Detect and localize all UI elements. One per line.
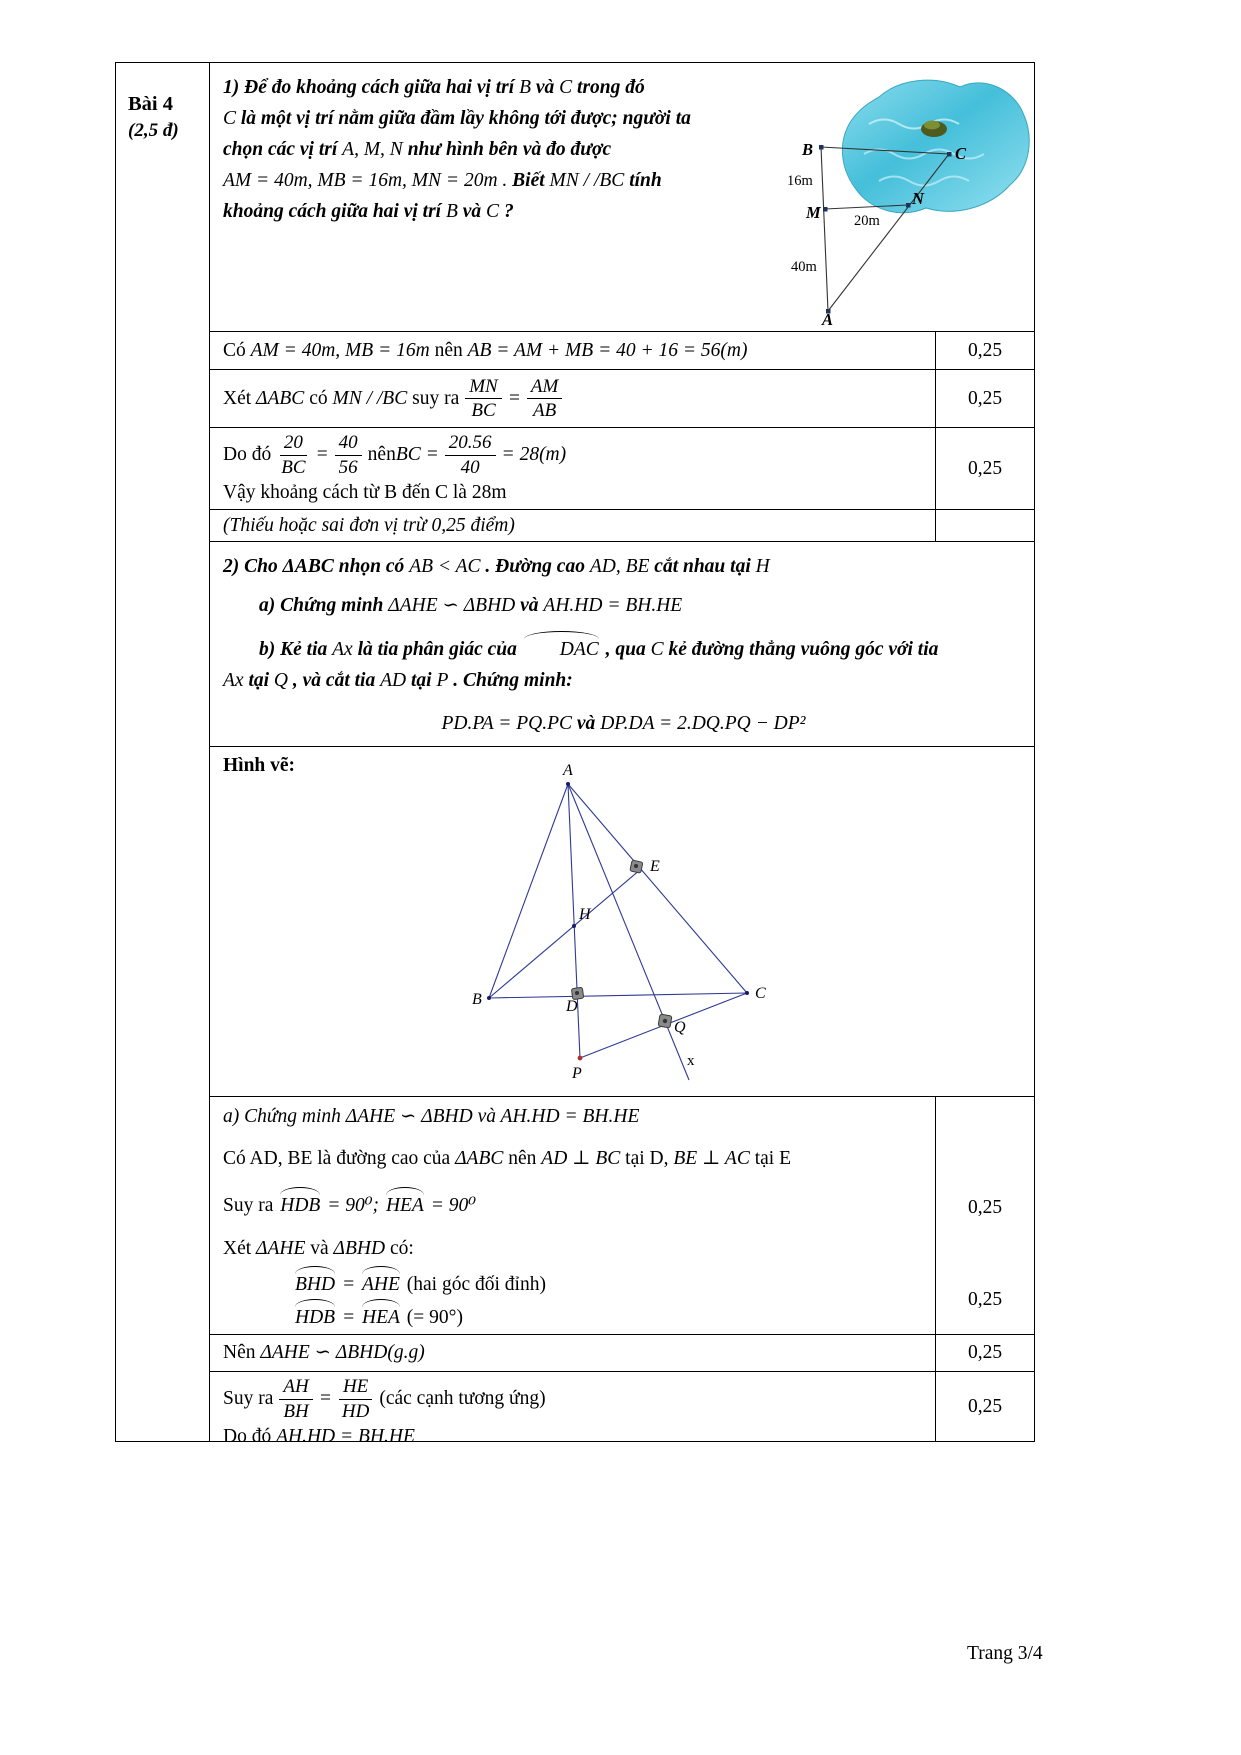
text-segment: nên — [367, 444, 396, 465]
problem1-statement-cell — [210, 63, 1034, 331]
fig-label-Q: Q — [674, 1019, 686, 1036]
text-segment: tại D, — [620, 1148, 674, 1169]
fig-label-P: P — [572, 1065, 582, 1082]
text-segment: tính — [624, 170, 662, 191]
text-segment: BC = — [395, 444, 439, 465]
text-segment: ΔBHD — [333, 1238, 386, 1259]
figure-cell — [210, 747, 1034, 1096]
text-segment: C — [223, 108, 237, 129]
text-segment: và — [530, 77, 560, 98]
pond-dim-40m: 40m — [791, 259, 817, 275]
equals-sign: = — [507, 387, 521, 409]
text-segment: Có AD, BE là đường cao của — [223, 1148, 456, 1169]
solution-line — [293, 1270, 925, 1300]
text-segment: . Chứng minh: — [448, 670, 573, 691]
problem1-statement-row — [210, 63, 1034, 331]
denominator: HD — [341, 1400, 370, 1422]
text-segment: có — [304, 387, 333, 409]
statement-line — [223, 635, 1024, 665]
text-segment: và — [457, 201, 487, 222]
text-segment: MN / /BC — [332, 387, 408, 409]
fig-label-D: D — [566, 998, 578, 1015]
fig-label-A: A — [563, 762, 573, 779]
text-segment: tại — [243, 670, 274, 691]
statement-line — [223, 103, 795, 134]
text-segment: Do đó — [223, 1426, 277, 1447]
numerator: MN — [465, 376, 502, 399]
numerator: 20.56 — [445, 432, 496, 455]
text-segment: 1) Để đo khoảng cách giữa hai vị trí — [223, 77, 520, 98]
text-segment: Suy ra — [223, 1195, 279, 1216]
text-segment: Suy ra — [223, 1388, 274, 1409]
text-segment: suy ra — [407, 387, 460, 409]
text-segment: Xét — [223, 387, 257, 409]
score-value: 0,25 — [967, 1289, 1003, 1310]
statement-line — [223, 72, 795, 103]
problem-number: Bài 4 — [128, 93, 173, 115]
fig-label-B: B — [472, 991, 482, 1008]
numerator: 20 — [280, 432, 307, 455]
text-segment: AB < AC — [409, 556, 481, 577]
text-segment: Nên — [223, 1342, 261, 1363]
text-segment: Vậy khoảng cách từ B đến C là 28m — [223, 482, 507, 503]
text-segment: ΔAHE ∽ ΔBHD(g.g) — [260, 1342, 425, 1363]
text-segment: AB = AM + MB = 40 + 16 = 56(m) — [467, 339, 748, 361]
text-segment: , và cắt tia — [288, 670, 381, 691]
score-cell — [935, 428, 1034, 509]
text-segment: là một vị trí nằm giữa đầm lầy không tới được; người ta — [236, 108, 691, 129]
score-value: 0,25 — [967, 339, 1003, 361]
pond-dim-20m: 20m — [854, 213, 880, 229]
text-segment: là tia phân giác của — [352, 639, 522, 660]
score-value: 0,25 — [967, 1395, 1003, 1417]
fraction — [465, 376, 502, 422]
denominator: BC — [471, 400, 496, 421]
text-segment: AM = 40m, MB = 16m — [250, 339, 430, 361]
solution-line — [223, 1338, 425, 1368]
text-segment: chọn các vị trí — [223, 139, 343, 160]
text-segment: C — [559, 77, 573, 98]
text-segment: trong đó — [572, 77, 645, 98]
solution1-row-2 — [210, 369, 1034, 427]
problem2-statement-cell — [210, 542, 1034, 746]
pond-label-N: N — [912, 189, 924, 208]
text-wrap — [223, 384, 459, 414]
equals-sign: = — [318, 1388, 332, 1409]
pond-label-A: A — [822, 310, 834, 327]
solution-line — [223, 1144, 925, 1174]
statement-formula — [223, 709, 1024, 739]
text-segment: ? — [499, 201, 514, 222]
text-segment: a) Chứng minh — [259, 595, 389, 616]
point-N — [906, 203, 911, 208]
text-segment: ΔABC — [256, 387, 305, 409]
solution-cell — [210, 510, 935, 541]
text-segment: b) Kẻ tia — [259, 639, 333, 660]
pond-figure — [784, 69, 1034, 327]
score-cell — [935, 1372, 1034, 1441]
text-segment: nên — [429, 339, 468, 361]
fig-label-x: x — [687, 1053, 695, 1069]
statement-line — [223, 552, 1024, 582]
text-segment: và — [515, 595, 544, 616]
denominator: 56 — [338, 456, 358, 478]
angle-name: AHE — [360, 1270, 402, 1300]
figure-row — [210, 746, 1034, 1096]
equals-sign: = — [337, 1274, 360, 1295]
fraction — [445, 432, 496, 478]
equals-sign: = — [315, 444, 329, 465]
equals-sign: = — [337, 1307, 360, 1328]
text-segment: (các cạnh tương ứng) — [379, 1388, 546, 1409]
angle-name: HDB — [293, 1303, 337, 1333]
text-segment: AD, BE — [589, 556, 650, 577]
denominator: 40 — [460, 456, 480, 478]
exam-table — [115, 62, 1035, 1447]
solution-line — [223, 1191, 925, 1221]
fig-label-C: C — [755, 985, 766, 1002]
text-segment: kẻ đường thẳng vuông góc với tia — [663, 639, 939, 660]
geometry-figure — [210, 747, 935, 1097]
text-segment: nên — [503, 1148, 542, 1169]
text-segment: ΔAHE ∽ ΔBHD — [345, 1106, 473, 1127]
solution-line — [223, 1422, 925, 1452]
pond-label-C: C — [955, 144, 967, 163]
pond-label-M: M — [806, 203, 821, 222]
text-segment: MN / /BC — [549, 170, 625, 191]
text-segment: và — [572, 713, 601, 734]
fig-label-E: E — [650, 858, 660, 875]
solution-line — [223, 478, 925, 508]
numerator: AH — [279, 1376, 312, 1399]
fraction — [277, 432, 309, 478]
numerator: 40 — [335, 432, 362, 455]
score-value: 0,25 — [967, 387, 1003, 409]
score-cell — [935, 332, 1034, 369]
solution2a-row — [210, 1096, 1034, 1334]
page-footer: Trang 3/4 — [967, 1643, 1043, 1664]
angle-name: HEA — [360, 1303, 402, 1333]
text-segment: Xét — [223, 1238, 257, 1259]
text-segment: DP.DA = 2.DQ.PQ − DP² — [600, 713, 806, 734]
island-top — [924, 121, 940, 130]
pond-label-B: B — [802, 140, 814, 159]
text-segment: ΔAHE — [256, 1238, 306, 1259]
score-value: 0,25 — [967, 1342, 1003, 1363]
text-segment: BE ⊥ AC — [673, 1148, 750, 1169]
content-column — [210, 63, 1034, 1447]
solution-line — [223, 1102, 925, 1132]
text-segment: AH.HD = BH.HE — [543, 595, 683, 616]
text-segment: AH.HD = BH.HE — [500, 1106, 640, 1127]
solution1-row-1 — [210, 331, 1034, 369]
text-segment: AD ⊥ BC — [541, 1148, 621, 1169]
text-segment: B — [445, 201, 458, 222]
solution-cell — [210, 1372, 935, 1447]
denominator: BC — [281, 456, 306, 478]
statement-line — [223, 196, 795, 227]
solution-line — [223, 1376, 925, 1422]
score-cell — [935, 1335, 1034, 1371]
problem-label-cell — [116, 63, 210, 1441]
text-segment: (= 90°) — [401, 1307, 463, 1328]
solution1-row-3 — [210, 427, 1034, 509]
numerator: HE — [339, 1376, 372, 1399]
angle-name: BHD — [293, 1270, 337, 1300]
text-segment: nhọn có — [333, 556, 410, 577]
fraction — [335, 432, 362, 478]
text-segment: như hình bên và đo được — [402, 139, 612, 160]
solution-line — [223, 376, 568, 422]
text-segment: = 28(m) — [501, 444, 567, 465]
text-segment: = 90⁰; — [322, 1195, 384, 1216]
angle-name: DAC — [522, 635, 601, 665]
text-segment: cắt nhau tại — [649, 556, 756, 577]
text-segment: tại — [406, 670, 437, 691]
text-segment: tại E — [749, 1148, 791, 1169]
denominator: BH — [283, 1400, 309, 1422]
text-segment: ΔABC — [455, 1148, 504, 1169]
score-cell — [935, 370, 1034, 427]
solution-cell — [210, 1335, 935, 1371]
text-segment: C — [486, 201, 500, 222]
fig-label-H: H — [579, 906, 591, 923]
fraction — [279, 1376, 312, 1422]
solution-cell — [210, 332, 935, 369]
text-segment: PD.PA = PQ.PC — [441, 713, 573, 734]
solution-cell — [210, 1097, 935, 1334]
denominator: AB — [533, 400, 557, 421]
text-segment: Do đó — [223, 444, 272, 465]
score-cell — [935, 1097, 1034, 1334]
solution2a-conclusion-row — [210, 1334, 1034, 1371]
text-segment: ΔAHE ∽ ΔBHD — [388, 595, 516, 616]
text-segment: Q — [273, 670, 289, 691]
pond-dim-16m: 16m — [787, 173, 813, 189]
problem2-statement-row — [210, 541, 1034, 746]
text-segment: khoảng cách giữa hai vị trí — [223, 201, 446, 222]
angle-name: HEA — [384, 1191, 426, 1221]
text-segment: (hai góc đối đỉnh) — [401, 1274, 546, 1295]
numerator: AM — [527, 376, 562, 399]
text-segment: Ax — [332, 639, 353, 660]
text-segment: AH.HD = BH.HE — [276, 1426, 415, 1447]
solution1-note-row — [210, 509, 1034, 541]
text-segment: C — [650, 639, 664, 660]
text-segment: P — [436, 670, 449, 691]
statement-line — [223, 666, 1024, 696]
figure-title: Hình vẽ: — [223, 755, 296, 776]
solution-cell — [210, 370, 935, 427]
statement-line — [259, 591, 1024, 621]
point-B — [819, 145, 824, 150]
problem1-statement — [223, 67, 795, 227]
text-segment: Ax — [223, 670, 244, 691]
water-blob — [842, 80, 1029, 213]
point-M — [823, 207, 828, 212]
text-segment: ΔABC — [282, 556, 334, 577]
text-segment: a) Chứng minh — [223, 1106, 346, 1127]
text-segment: AD — [380, 670, 407, 691]
statement-line — [223, 134, 795, 165]
text-segment: và — [305, 1238, 334, 1259]
text-segment: Biết — [507, 170, 550, 191]
text-segment: , qua — [600, 639, 651, 660]
text-segment: B — [519, 77, 531, 98]
text-segment: có: — [385, 1238, 414, 1259]
solution-line — [223, 336, 748, 366]
fraction — [338, 1376, 373, 1422]
text-segment: . Đường cao — [480, 556, 590, 577]
text-segment: = 90⁰ — [425, 1195, 477, 1216]
problem-points: (2,5 đ) — [128, 120, 179, 141]
text-segment: 2) Cho — [223, 556, 283, 577]
score-value: 0,25 — [967, 457, 1003, 479]
solution-line — [223, 432, 925, 478]
score-cell — [935, 510, 1034, 541]
statement-line — [223, 165, 795, 196]
angle-name: HDB — [278, 1191, 322, 1221]
text-segment: H — [755, 556, 770, 577]
note-line: (Thiếu hoặc sai đơn vị trừ 0,25 điểm) — [223, 514, 515, 536]
fraction — [527, 376, 562, 422]
solution-line — [223, 1234, 925, 1264]
solution-cell — [210, 428, 935, 509]
text-segment: A, M, N — [342, 139, 403, 160]
text-segment: và — [472, 1106, 501, 1127]
score-value: 0,25 — [967, 1197, 1003, 1218]
point-C — [947, 152, 952, 157]
solution2a-ratio-row — [210, 1371, 1034, 1447]
text-segment: Có — [223, 339, 251, 361]
solution-line — [293, 1303, 925, 1333]
text-segment: AM = 40m, MB = 16m, MN = 20m . — [223, 170, 508, 191]
